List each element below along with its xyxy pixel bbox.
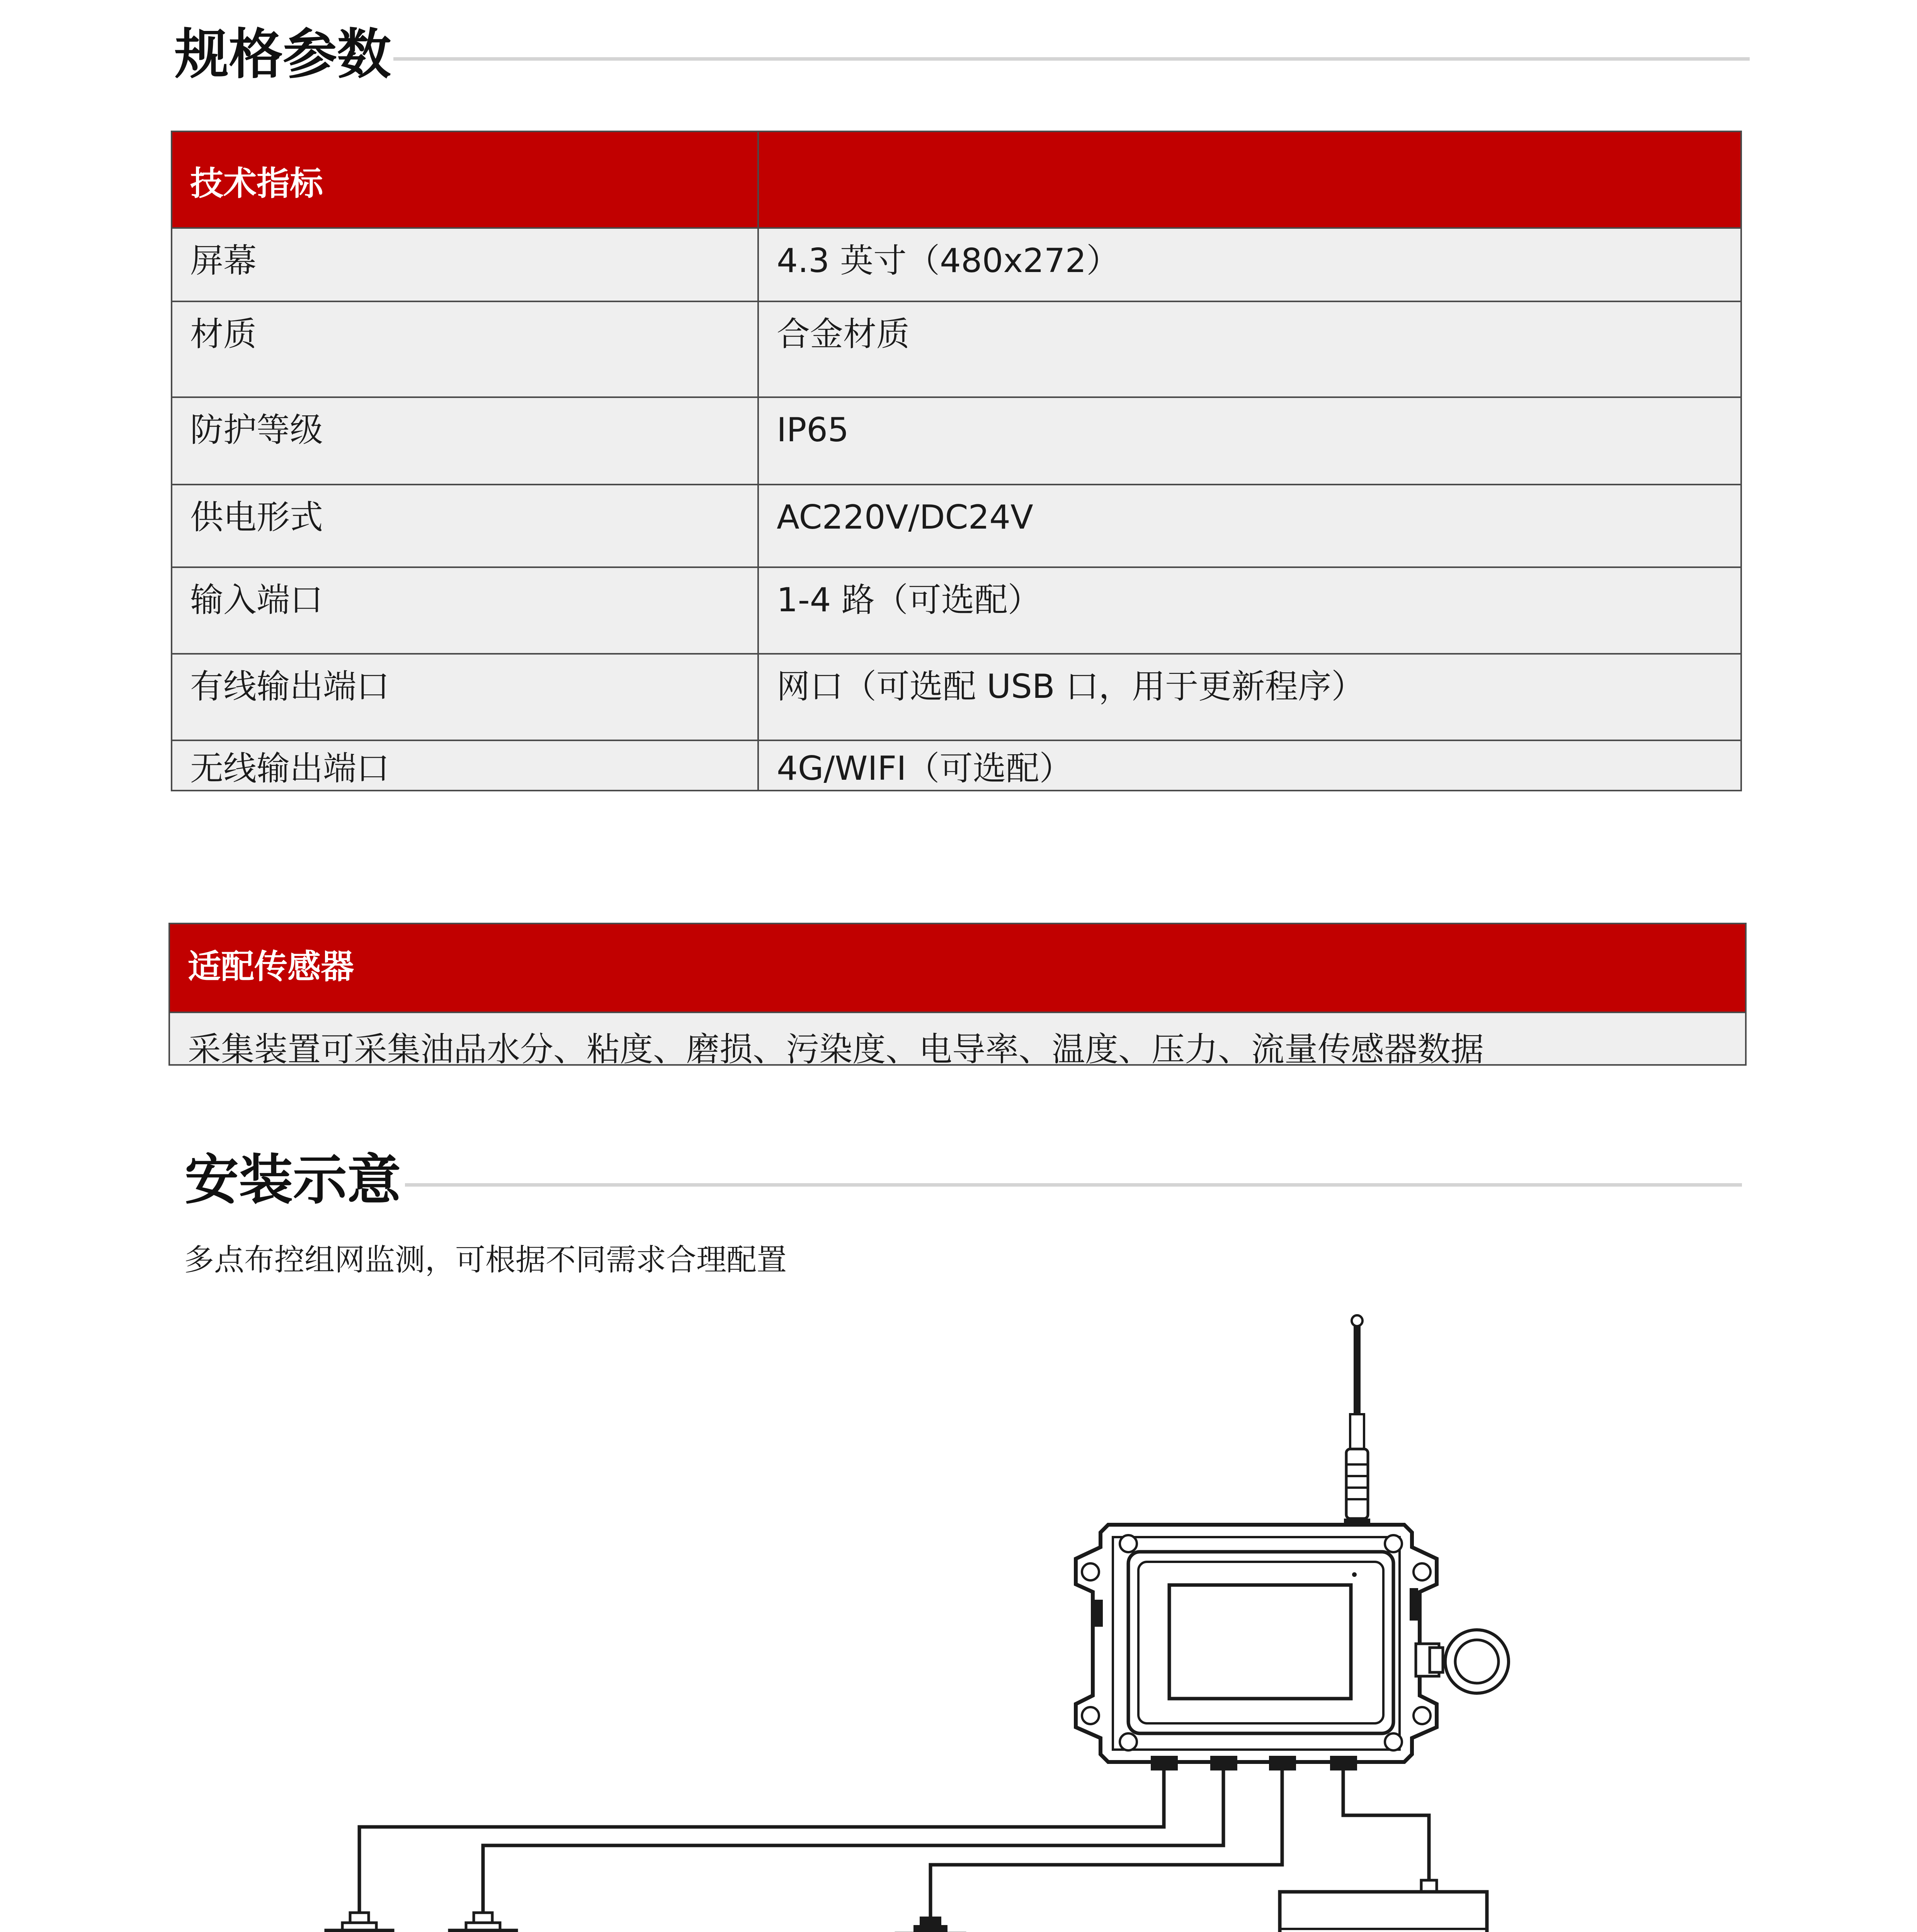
install-section-title: 安装示意: [185, 1149, 401, 1212]
spec-label: 材质: [190, 315, 257, 354]
spec-label: 防护等级: [190, 411, 323, 449]
sensor-description: 采集装置可采集油品水分、粘度、磨损、污染度、电导率、温度、压力、流量传感器数据: [188, 1030, 1484, 1069]
spec-value: AC220V/DC24V: [777, 498, 1033, 537]
sensor-3: [893, 1917, 968, 1932]
spec-label: 供电形式: [190, 498, 323, 537]
spec-label: 无线输出端口: [190, 749, 390, 788]
spec-label: 有线输出端口: [190, 667, 390, 706]
controller-device: [1076, 1525, 1509, 1770]
flow-sensor: [1236, 1880, 1530, 1932]
spec-header-col1: 技术指标: [190, 164, 323, 203]
sensor-1: [323, 1913, 396, 1932]
sensor-header-label: 适配传感器: [188, 947, 354, 986]
device-screen: [1169, 1585, 1351, 1699]
spec-value: 1-4 路（可选配）: [777, 581, 1041, 619]
spec-value: 网口（可选配 USB 口，用于更新程序）: [777, 667, 1365, 706]
spec-label: 屏幕: [190, 242, 257, 280]
spec-value: IP65: [777, 411, 849, 449]
antenna-icon: [1344, 1315, 1370, 1525]
sensor-cables: [359, 1756, 1429, 1917]
spec-value: 合金材质: [777, 315, 910, 354]
spec-section-title: 规格参数: [175, 23, 391, 86]
sensor-2: [447, 1913, 519, 1932]
install-subtitle: 多点布控组网监测，可根据不同需求合理配置: [184, 1243, 787, 1277]
spec-value: 4G/WIFI（可选配）: [777, 749, 1073, 788]
spec-value: 4.3 英寸（480x272）: [777, 242, 1120, 280]
spec-label: 输入端口: [190, 581, 323, 619]
